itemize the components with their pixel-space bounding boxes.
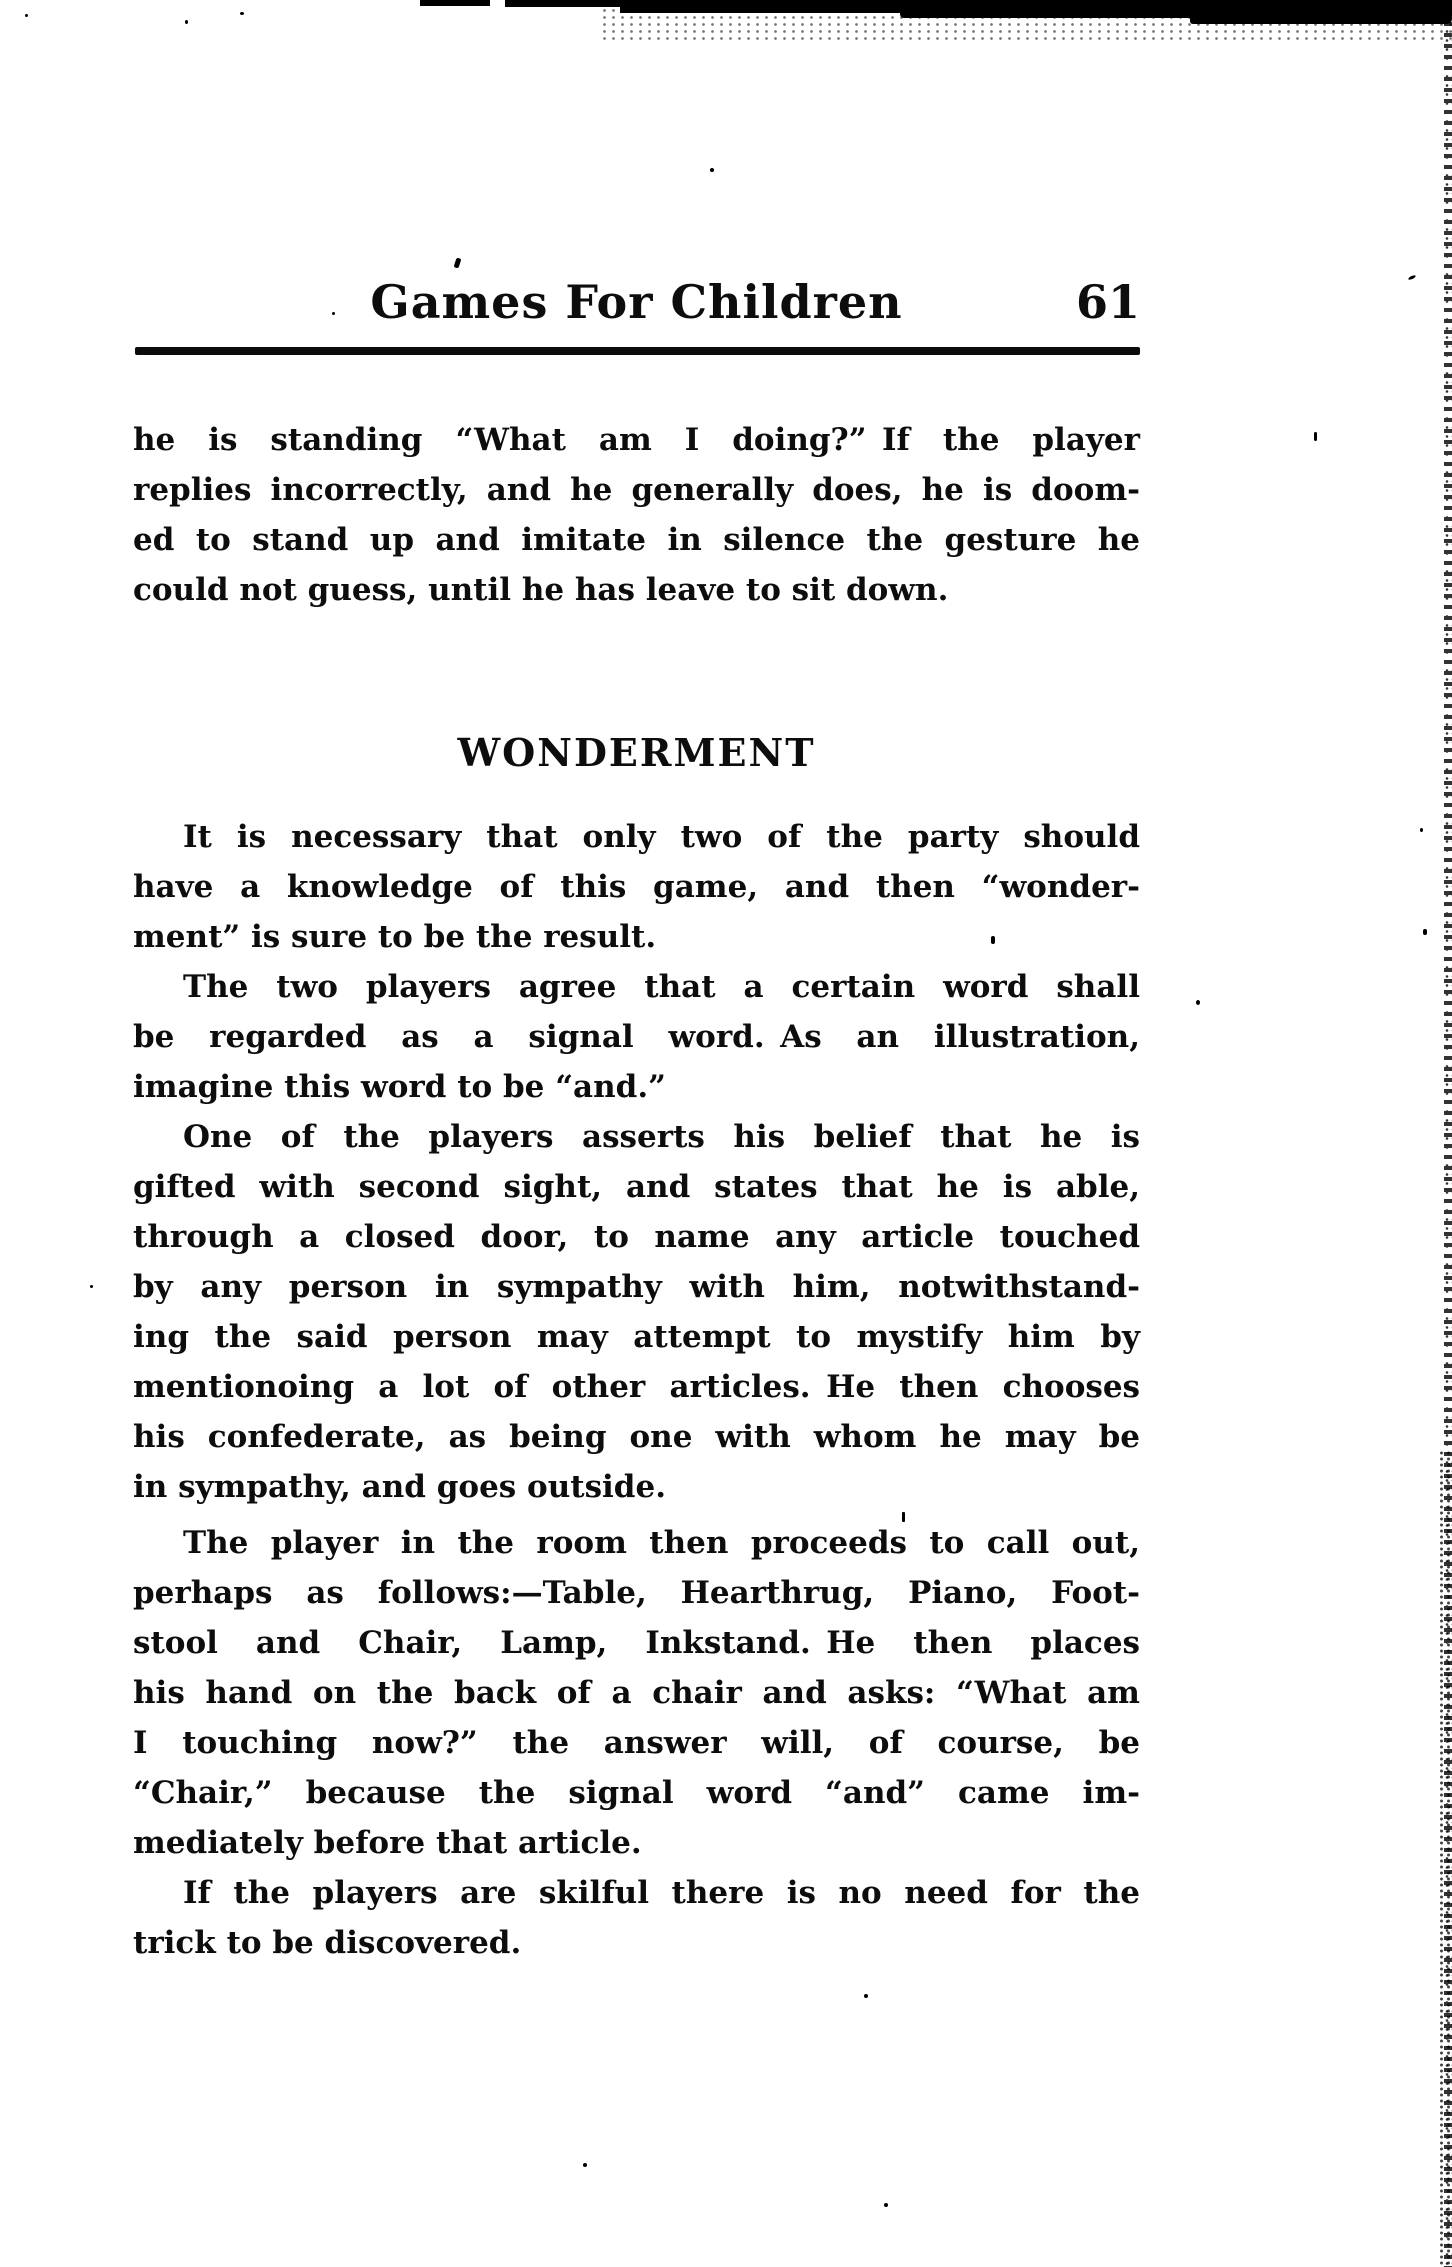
text-line: he is standing “What am I doing?” If the player (133, 422, 1140, 458)
scan-artifact-top-edge (420, 0, 490, 6)
scan-speckle (1314, 432, 1317, 441)
text-line: stool and Chair, Lamp, Inkstand. He then places (133, 1625, 1140, 1661)
text-line: have a knowledge of this game, and then “wonder- (133, 869, 1140, 905)
running-title: Games For Children (370, 275, 903, 329)
text-line: mentionoing a lot of other articles. He then chooses (133, 1369, 1140, 1405)
paragraph (133, 962, 1140, 1112)
text-line: ed to stand up and imitate in silence the gesture he (133, 522, 1140, 558)
text-line: gifted with second sight, and states that he is able, (133, 1169, 1140, 1205)
text-line: It is necessary that only two of the party should (183, 819, 1140, 855)
text-line: One of the players asserts his belief that he is (183, 1119, 1140, 1155)
text-line: ment” is sure to be the result. (133, 919, 657, 955)
scan-speckle (1196, 1000, 1200, 1005)
text-line: by any person in sympathy with him, notwithstand- (133, 1269, 1140, 1305)
text-line: trick to be discovered. (133, 1925, 522, 1961)
paragraph (133, 1112, 1140, 1512)
text-line: through a closed door, to name any article touched (133, 1219, 1140, 1255)
scan-speckle (185, 20, 188, 24)
scan-speckle (710, 168, 714, 172)
paragraph (133, 1518, 1140, 1868)
text-line: If the players are skilful there is no need for the (183, 1875, 1140, 1911)
text-line: his confederate, as being one with whom he may be (133, 1419, 1140, 1455)
text-line: his hand on the back of a chair and asks: “What am (133, 1675, 1140, 1711)
scan-speckle (90, 1285, 93, 1288)
scan-speckle (864, 1994, 868, 1998)
text-line: could not guess, until he has leave to sit down. (133, 572, 949, 608)
text-line: ing the said person may attempt to mystify him by (133, 1319, 1140, 1355)
text-line: I touching now?” the answer will, of course, be (133, 1725, 1140, 1761)
scan-speckle (1423, 929, 1427, 935)
text-line: The player in the room then proceeds to call out, (183, 1525, 1140, 1561)
text-line: “Chair,” because the signal word “and” came im- (133, 1775, 1140, 1811)
header-rule (135, 347, 1140, 355)
scan-speckle (884, 2203, 888, 2207)
scan-speckle (25, 14, 28, 17)
paragraph (133, 812, 1140, 962)
scan-noise-top (600, 0, 1452, 42)
text-line: be regarded as a signal word. As an illustration, (133, 1019, 1140, 1055)
scan-artifact-right-edge (1438, 1450, 1452, 2267)
scan-speckle (1420, 828, 1423, 832)
scan-speckle (454, 257, 462, 268)
paragraph (133, 415, 1140, 615)
text-line: in sympathy, and goes outside. (133, 1469, 666, 1505)
section-heading: WONDERMENT (457, 730, 816, 775)
scan-speckle (1408, 274, 1417, 280)
scan-speckle (240, 12, 244, 15)
text-line: mediately before that article. (133, 1825, 642, 1861)
scan-speckle (583, 2163, 587, 2167)
page-number: 61 (1075, 275, 1140, 329)
text-line: perhaps as follows:—Table, Hearthrug, Piano, Foot- (133, 1575, 1140, 1611)
text-line: replies incorrectly, and he generally does, he is doom- (133, 472, 1140, 508)
text-line: The two players agree that a certain word shall (183, 969, 1140, 1005)
paragraph (133, 1868, 1140, 1968)
text-line: imagine this word to be “and.” (133, 1069, 666, 1105)
